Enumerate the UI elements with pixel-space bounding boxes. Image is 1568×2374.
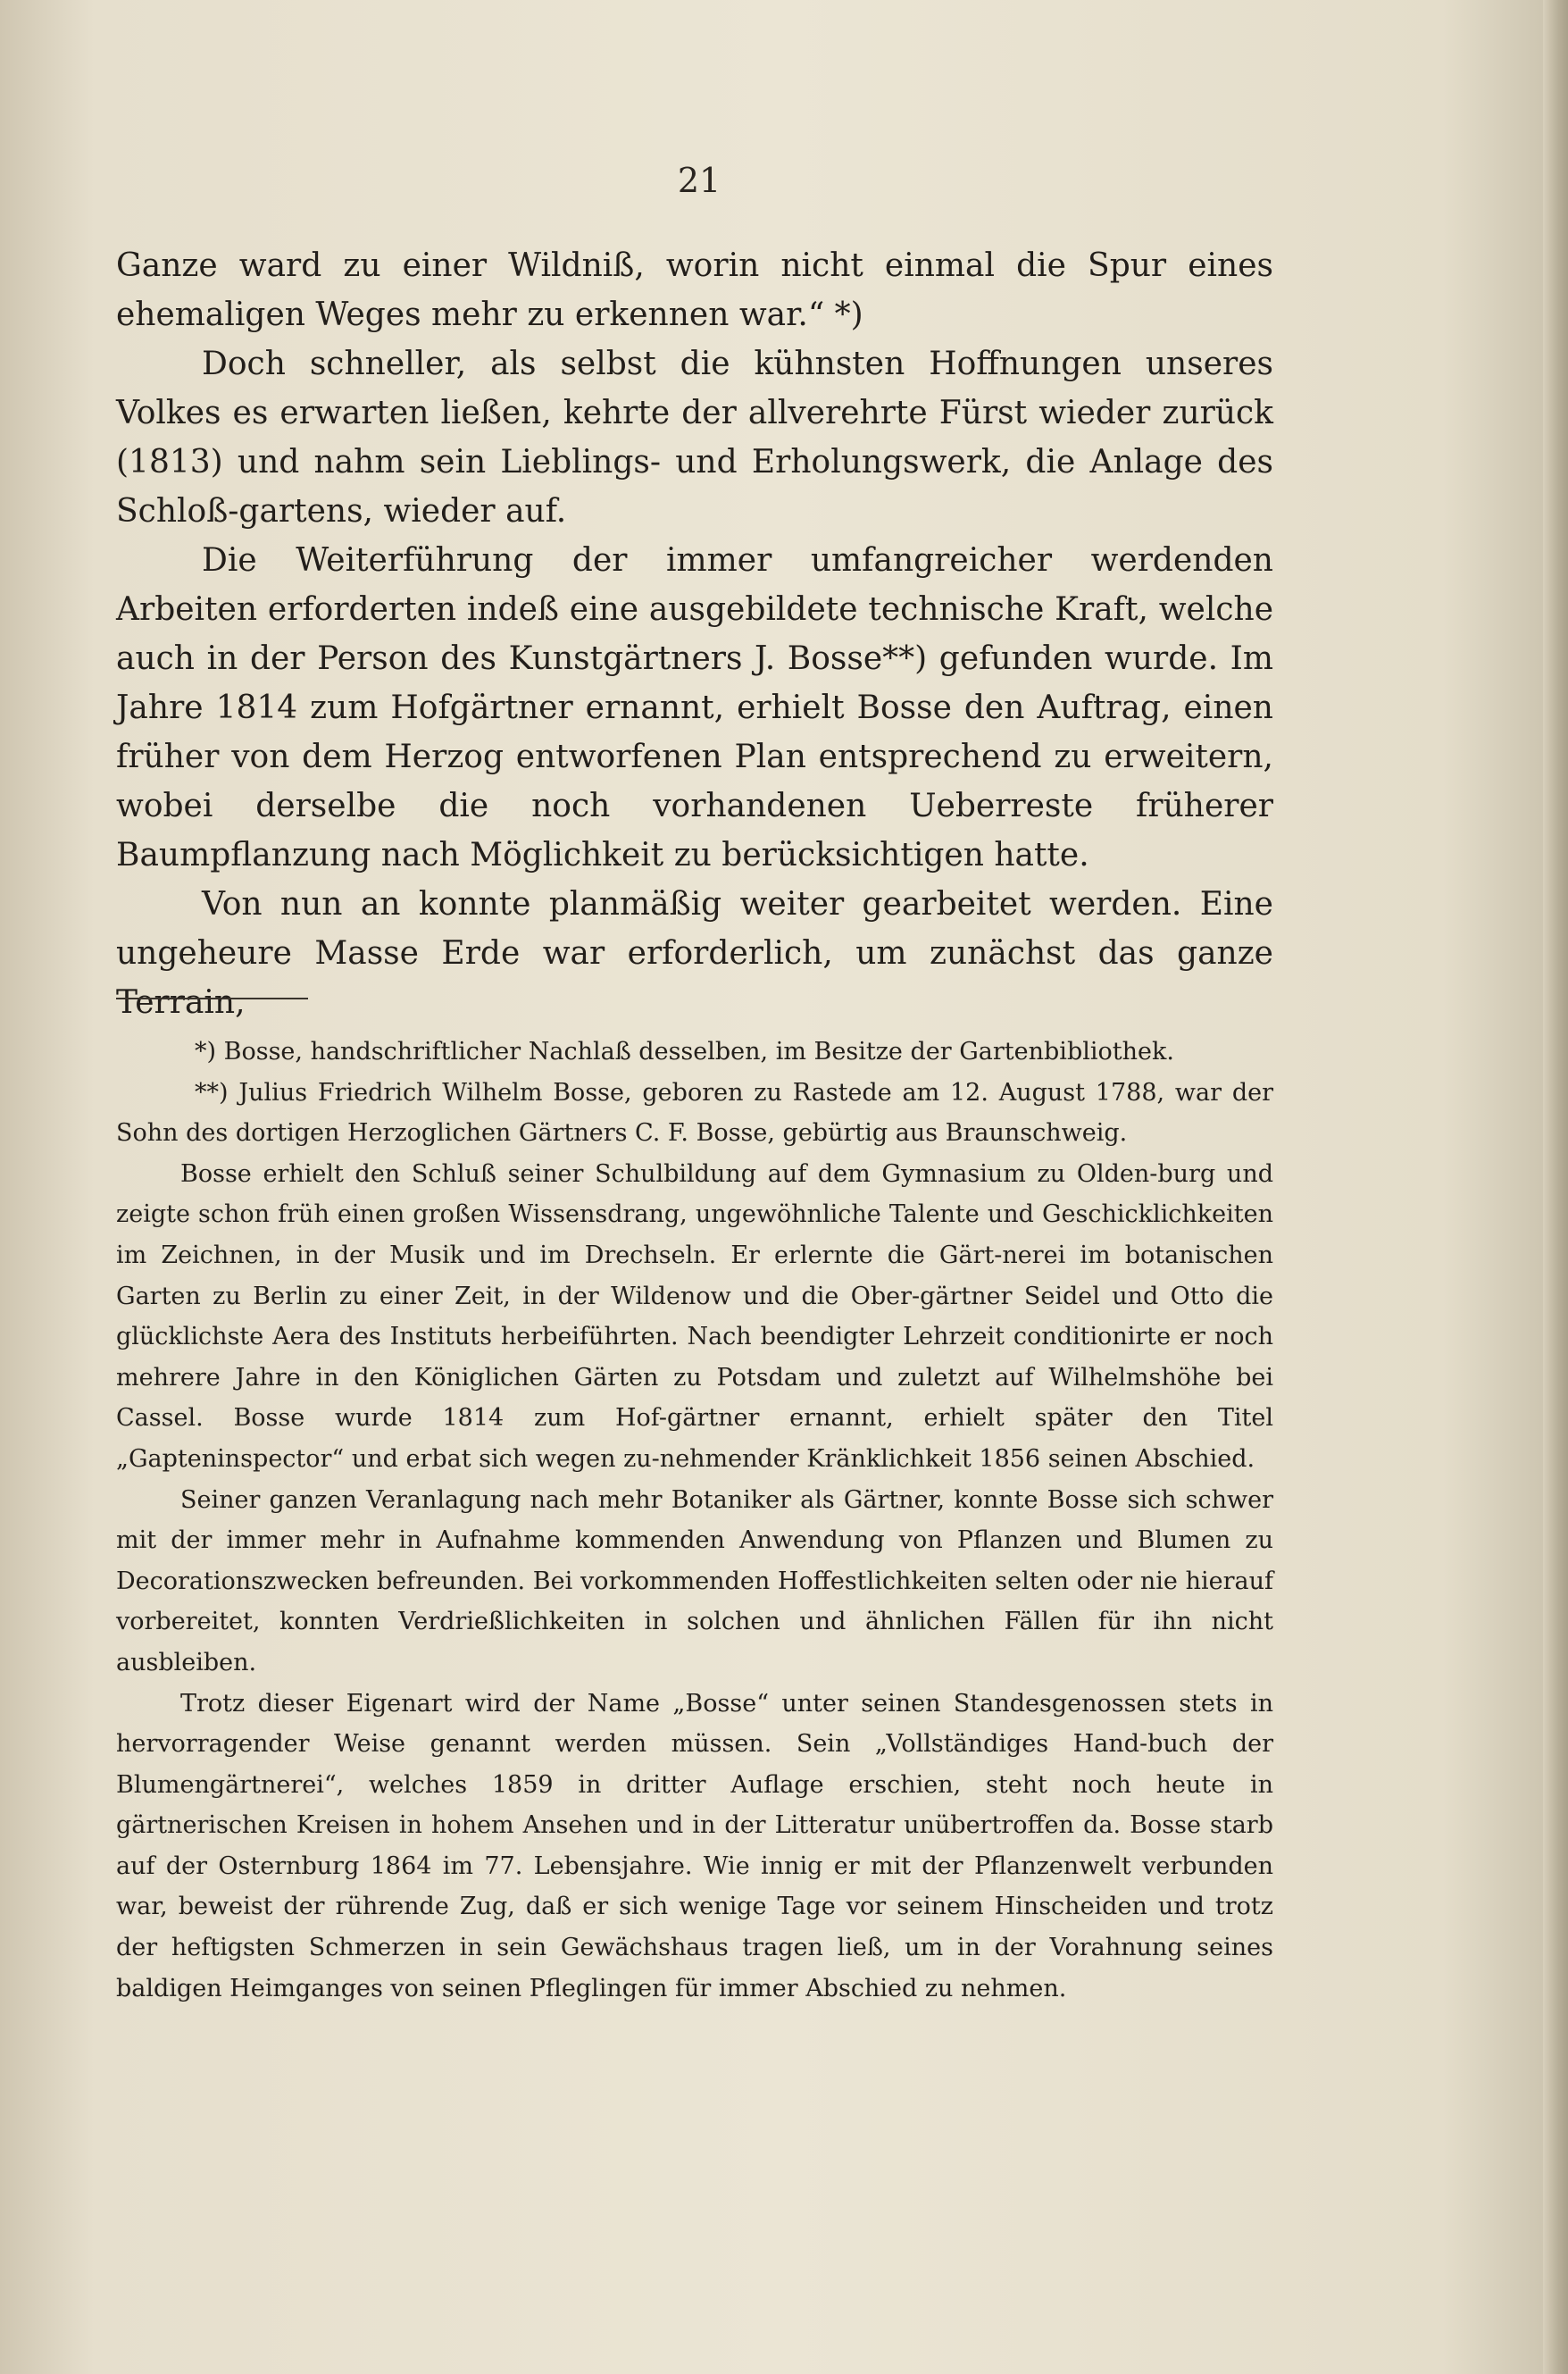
footnote: **) Julius Friedrich Wilhelm Bosse, geboren zu Rastede am 12. August 1788, war der Sohn des dortigen Herzoglichen Gärtners C. F. Bosse, gebürtig aus Braunschweig. (116, 1078, 1273, 1148)
main-text (116, 241, 1273, 1027)
paragraph: Doch schneller, als selbst die kühnsten Hoffnungen unseres Volkes es erwarten ließen, kehrte der allverehrte Fürst wieder zurück (1813) und nahm sein Lieblings- und Erholungswerk, die Anlage des Schloß-gartens, wieder auf. (116, 346, 1273, 530)
footnote-separator (116, 998, 308, 999)
paragraph: Ganze ward zu einer Wildniß, worin nicht einmal die Spur eines ehemaligen Weges mehr zu erkennen war.“ *) (116, 247, 1273, 333)
paragraph: Die Weiterführung der immer umfangreicher werdenden Arbeiten erforderten indeß eine ausgebildete technische Kraft, welche auch in der Person des Kunstgärtners J. Bosse**) gefunden wurde. Im Jahre 1814 zum Hofgärtner ernannt, erhielt Bosse den Auftrag, einen früher von dem Herzog entworfenen Plan entsprechend zu erweitern, wobei derselbe die noch vorhandenen Ueberreste früherer Baumpflanzung nach Möglichkeit zu berücksichtigen hatte. (116, 542, 1273, 874)
footnote-paragraph: Bosse erhielt den Schluß seiner Schulbildung auf dem Gymnasium zu Olden-burg und zeigte schon früh einen großen Wissensdrang, ungewöhnliche Talente und Geschicklichkeiten im Zeichnen, in der Musik und im Drechseln. Er erlernte die Gärt-nerei im botanischen Garten zu Berlin zu einer Zeit, in der Wildenow und die Ober-gärtner Seidel und Otto die glücklichste Aera des Instituts herbeiführten. Nach beendigter Lehrzeit conditionirte er noch mehrere Jahre in den Königlichen Gärten zu Potsdam und zuletzt auf Wilhelmshöhe bei Cassel. Bosse wurde 1814 zum Hof-gärtner ernannt, erhielt später den Titel „Gарteninspector“ und erbat sich wegen zu-nehmender Kränklichkeit 1856 seinen Abschied. (116, 1159, 1273, 1473)
page-number: 21 (677, 161, 721, 200)
footnote-paragraph: Trotz dieser Eigenart wird der Name „Bosse“ unter seinen Standesgenossen stets in hervorragender Weise genannt werden müssen. Sein „Vollständiges Hand-buch der Blumengärtnerei“, welches 1859 in dritter Auflage erschien, steht noch heute in gärtnerischen Kreisen in hohem Ansehen und in der Litteratur unübertroffen da. Bosse starb auf der Osternburg 1864 im 77. Lebensjahre. Wie innig er mit der Pflanzenwelt verbunden war, beweist der rührende Zug, daß er sich wenige Tage vor seinem Hinscheiden und trotz der heftigsten Schmerzen in sein Gewächshaus tragen ließ, um in der Vorahnung seines baldigen Heimganges von seinen Pfleglingen für immer Abschied zu nehmen. (116, 1689, 1273, 2002)
footnotes (116, 1032, 1273, 2009)
paragraph: Von nun an konnte planmäßig weiter gearbeitet werden. Eine ungeheure Masse Erde war erforderlich, um zunächst das ganze Terrain, (116, 886, 1273, 1021)
footnote: *) Bosse, handschriftlicher Nachlaß desselben, im Besitze der Gartenbibliothek. (195, 1038, 1174, 1066)
footnote-paragraph: Seiner ganzen Veranlagung nach mehr Botaniker als Gärtner, konnte Bosse sich schwer mit der immer mehr in Aufnahme kommenden Anwendung von Pflanzen und Blumen zu Decorationszwecken befreunden. Bei vorkommenden Hoffestlichkeiten selten oder nie hierauf vorbereitet, konnten Verdrießlichkeiten in solchen und ähnlichen Fällen für ihn nicht ausbleiben. (116, 1485, 1273, 1676)
page-edge-shadow (1543, 0, 1568, 2374)
